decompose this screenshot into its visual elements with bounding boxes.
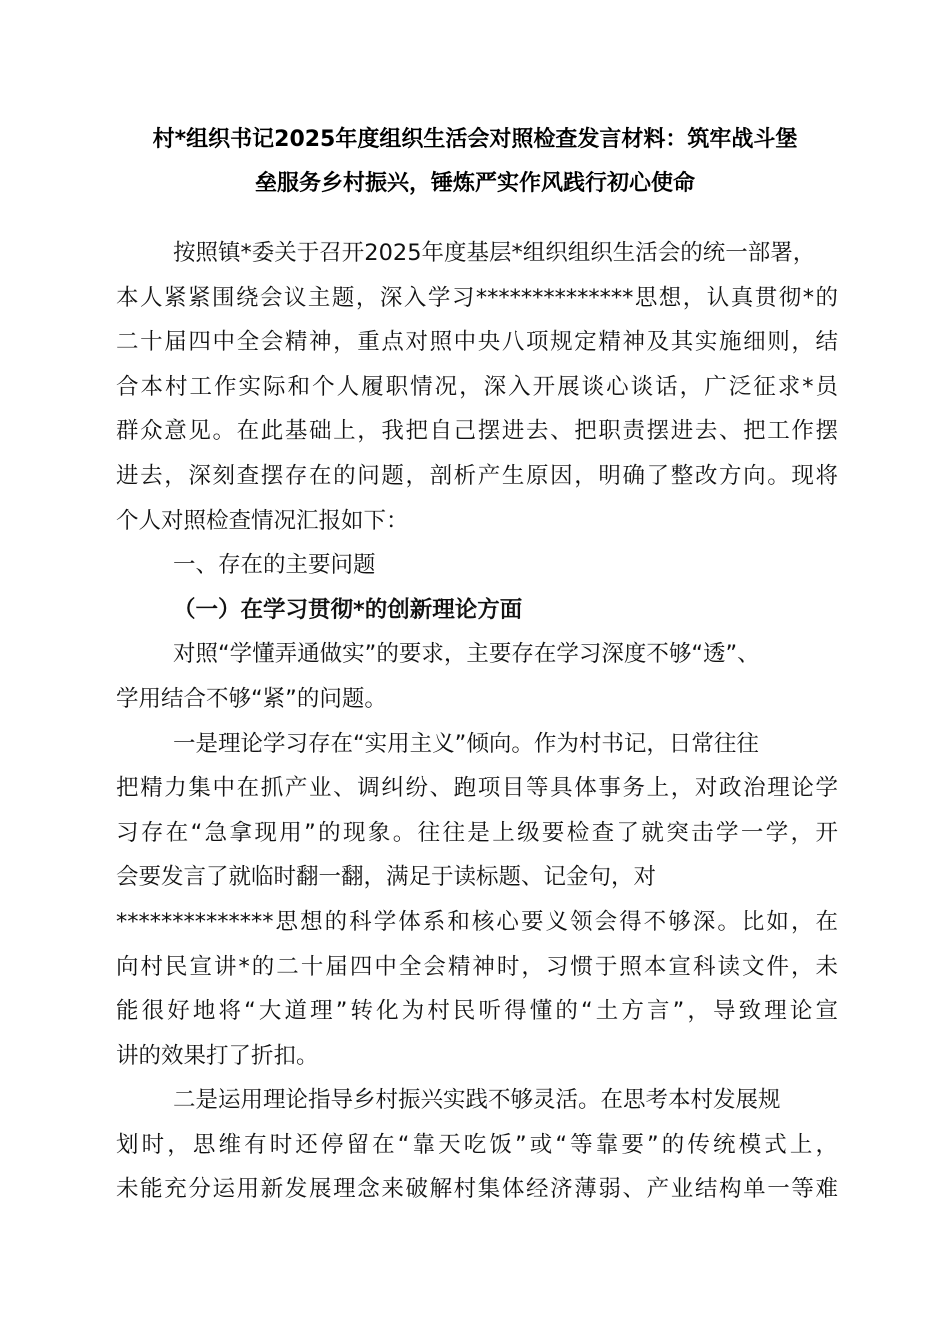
paragraph-point-two-line: 二是运用理论指导乡村振兴实践不够灵活。在思考本村发展规 bbox=[173, 1087, 781, 1114]
document-body bbox=[116, 231, 838, 1212]
section-heading-1: 一、存在的主要问题 bbox=[173, 552, 376, 579]
paragraph-point-one-line: 习存在“急拿现用”的现象。往往是上级要检查了就突击学一学，开 bbox=[116, 819, 838, 846]
title-line-1: 村*组织书记2025年度组织生活会对照检查发言材料：筑牢战斗堡 bbox=[152, 127, 798, 152]
paragraph-intro-line: 个人对照检查情况汇报如下： bbox=[116, 507, 409, 534]
paragraph-intro-line: 合本村工作实际和个人履职情况，深入开展谈心谈话，广泛征求*员 bbox=[116, 373, 838, 400]
title-line-2: 垒服务乡村振兴，锤炼严实作风践行初心使命 bbox=[254, 171, 695, 196]
paragraph-intro-line: 群众意见。在此基础上，我把自己摆进去、把职责摆进去、把工作摆 bbox=[116, 418, 838, 445]
paragraph-overview-line: 学用结合不够“紧”的问题。 bbox=[116, 685, 387, 712]
paragraph-overview-line: 对照“学懂弄通做实”的要求，主要存在学习深度不够“透”、 bbox=[173, 641, 760, 668]
paragraph-point-one-line: 向村民宣讲*的二十届四中全会精神时，习惯于照本宣科读文件，未 bbox=[116, 953, 838, 980]
paragraph-point-one-line: 能很好地将“大道理”转化为村民听得懂的“土方言”，导致理论宣 bbox=[116, 998, 838, 1025]
paragraph-point-one-line: 讲的效果打了折扣。 bbox=[116, 1042, 319, 1069]
subsection-heading-1: （一）在学习贯彻*的创新理论方面 bbox=[173, 596, 523, 623]
document-title bbox=[110, 118, 840, 206]
paragraph-point-one-line: 把精力集中在抓产业、调纠纷、跑项目等具体事务上，对政治理论学 bbox=[116, 775, 838, 802]
paragraph-point-two-line: 划时，思维有时还停留在“靠天吃饭”或“等靠要”的传统模式上， bbox=[116, 1131, 838, 1158]
paragraph-point-one-line: 会要发言了就临时翻一翻，满足于读标题、记金句，对 bbox=[116, 864, 657, 891]
paragraph-point-one-line: 一是理论学习存在“实用主义”倾向。作为村书记，日常往往 bbox=[173, 730, 759, 757]
paragraph-point-one-line: **************思想的科学体系和核心要义领会得不够深。比如，在 bbox=[116, 908, 838, 935]
paragraph-intro-line: 按照镇*委关于召开2025年度基层*组织组织生活会的统一部署， bbox=[173, 240, 816, 266]
paragraph-intro-line: 进去，深刻查摆存在的问题，剖析产生原因，明确了整改方向。现将 bbox=[116, 462, 838, 489]
paragraph-intro-line: 本人紧紧围绕会议主题，深入学习**************思想，认真贯彻*的 bbox=[116, 284, 838, 311]
paragraph-intro-line: 二十届四中全会精神，重点对照中央八项规定精神及其实施细则，结 bbox=[116, 329, 838, 356]
paragraph-point-two-line: 未能充分运用新发展理念来破解村集体经济薄弱、产业结构单一等难 bbox=[116, 1176, 838, 1203]
